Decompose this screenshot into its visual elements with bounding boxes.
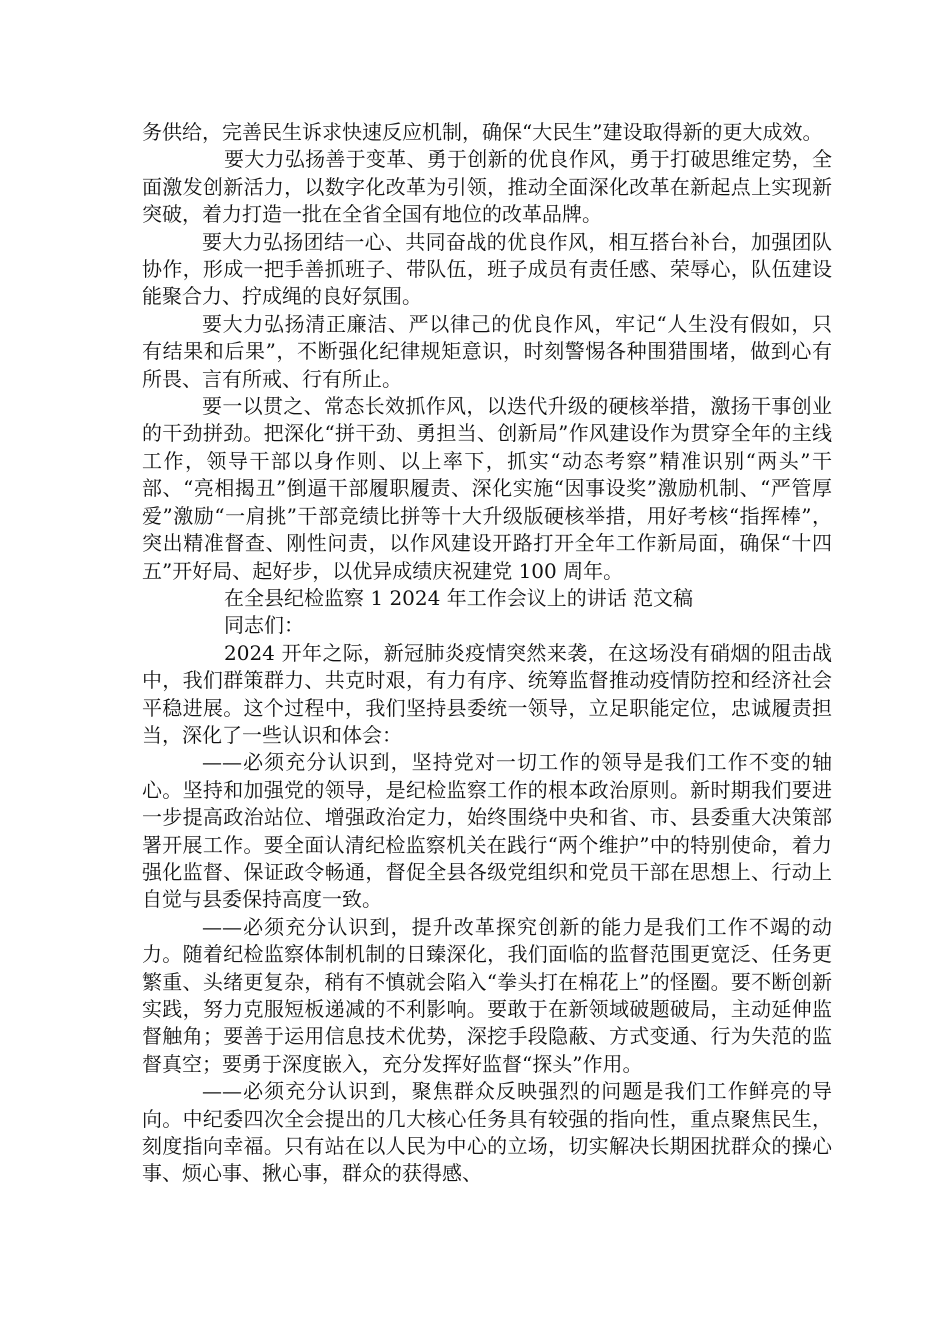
paragraph-unity: 要大力弘扬团结一心、共同奋战的优良作风，相互搭台补台，加强团队协作，形成一把手善抓班子、带队伍，班子成员有责任感、荣辱心，队伍建设能聚合力、拧成绳的良好氛围。: [142, 229, 832, 309]
speech-title: 在全县纪检监察 1 2024 年工作会议上的讲话 范文稿: [224, 585, 694, 610]
paragraph-continuation: 务供给，完善民生诉求快速反应机制，确保“大民生”建设取得新的更大成效。: [142, 120, 823, 144]
paragraph-reform: ——必须充分认识到，提升改革探究创新的能力是我们工作不竭的动力。随着纪检监察体制机制的日臻深化，我们面临的监督范围更宽泛、任务更繁重、头绪更复杂，稍有不慎就会陷入“拳头打在棉花上”的怪圈。要不断创新实践，努力克服短板递减的不利影响。要敢于在新领域破题破局，主动延伸监督触角；要善于运用信息技术优势，深挖手段隐蔽、方式变通、行为失范的监督真空；要勇于深度嵌入，充分发挥好监督“探头”作用。: [142, 914, 832, 1076]
paragraph-innovation: 要大力弘扬善于变革、勇于创新的优良作风，勇于打破思维定势，全面激发创新活力，以数字化改革为引领，推动全面深化改革在新起点上实现新突破，着力打造一批在全省全国有地位的改革品牌。: [142, 147, 832, 227]
document-body: [142, 119, 832, 1188]
salutation: 同志们：: [224, 613, 304, 638]
paragraph-opening: 2024 开年之际，新冠肺炎疫情突然来袭，在这场没有硝烟的阻击战中，我们群策群力、共克时艰，有力有序、统筹监督推动疫情防控和经济社会平稳进展。这个过程中，我们坚持县委统一领导，立足职能定位，忠诚履责担当，深化了一些认识和体会：: [142, 640, 832, 747]
paragraph-people-focus: ——必须充分认识到，聚焦群众反映强烈的问题是我们工作鲜亮的导向。中纪委四次全会提出的几大核心任务具有较强的指向性，重点聚焦民生，刻度指向幸福。只有站在以人民为中心的立场，切实解决长期困扰群众的操心事、烦心事、揪心事，群众的获得感、: [142, 1079, 832, 1186]
paragraph-work-style: 要一以贯之、常态长效抓作风，以迭代升级的硬核举措，激扬干事创业的干劲拼劲。把深化“拼干劲、勇担当、创新局”作风建设作为贯穿全年的主线工作，领导干部以身作则、以上率下，抓实“动态考察”精准识别“两头”干部、“亮相揭丑”倒逼干部履职履责、深化实施“因事设奖”激励机制、“严管厚爱”激励“一肩挑”干部竞绩比拼等十大升级版硬核举措，用好考核“指挥棒”，突出精准督查、刚性问责，以作风建设开路打开全年工作新局面，确保“十四五”开好局、起好步，以优异成绩庆祝建党 100 周年。: [142, 394, 832, 583]
paragraph-integrity: 要大力弘扬清正廉洁、严以律己的优良作风，牢记“人生没有假如，只有结果和后果”，不断强化纪律规矩意识，时刻警惕各种围猎围堵，做到心有所畏、言有所戒、行有所止。: [142, 311, 832, 391]
paragraph-party-leadership: ——必须充分认识到，坚持党对一切工作的领导是我们工作不变的轴心。坚持和加强党的领导，是纪检监察工作的根本政治原则。新时期我们要进一步提高政治站位、增强政治定力，始终围绕中央和省、市、县委重大决策部署开展工作。要全面认清纪检监察机关在践行“两个维护”中的特别使命，着力强化监督、保证政令畅通，督促全县各级党组织和党员干部在思想上、行动上自觉与县委保持高度一致。: [142, 750, 832, 912]
